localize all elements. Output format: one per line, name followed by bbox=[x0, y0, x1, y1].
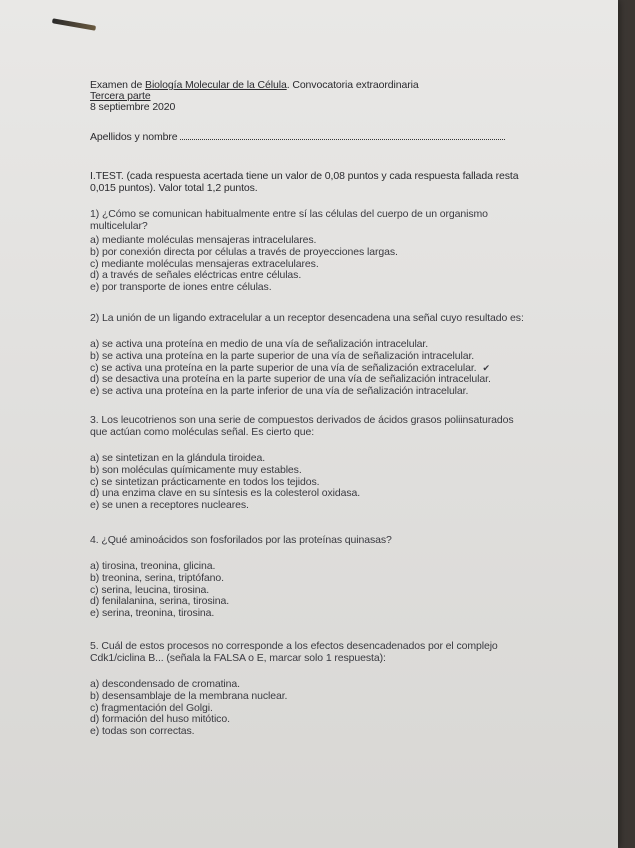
option-d: d) fenilalanina, serina, tirosina. bbox=[90, 595, 230, 608]
option-d: d) formación del huso mitótico. bbox=[90, 713, 230, 726]
option-a: a) mediante moléculas mensajeras intracelulares. bbox=[90, 234, 317, 246]
header-part: Tercera parte bbox=[90, 90, 151, 102]
option-c: c) serina, leucina, tirosina. bbox=[90, 583, 210, 596]
question-1-options bbox=[90, 235, 530, 294]
option-e: e) todas son correctas. bbox=[90, 725, 195, 738]
header-prefix: Examen de bbox=[90, 79, 146, 91]
option-b: b) desensamblaje de la membrana nuclear. bbox=[90, 689, 288, 702]
question-text: 3. Los leucotrienos son una serie de compuestos derivados de ácidos grasos poliinsaturados que actúan como moléculas señal. Es cierto que: bbox=[90, 414, 514, 438]
question-2 bbox=[90, 312, 530, 324]
option-c: c) se sintetizan prácticamente en todos los tejidos. bbox=[90, 475, 320, 488]
option-d: d) una enzima clave en su síntesis es la colesterol oxidasa. bbox=[90, 487, 361, 500]
option-e: e) serina, treonina, tirosina. bbox=[90, 607, 215, 620]
question-3 bbox=[90, 414, 530, 438]
option-c: c) mediante moléculas mensajeras extracelulares. bbox=[90, 257, 319, 270]
header-date: 8 septiembre 2020 bbox=[90, 101, 176, 113]
question-text: 1) ¿Cómo se comunican habitualmente entre sí las células del cuerpo de un organismo multicelular? bbox=[90, 208, 488, 232]
option-a: a) se activa una proteína en medio de una vía de señalización intracelular. bbox=[90, 338, 429, 350]
option-e: e) se activa una proteína en la parte inferior de una vía de señalización intracelular. bbox=[90, 385, 469, 398]
option-b: b) por conexión directa por células a través de proyecciones largas. bbox=[90, 245, 398, 258]
question-text: 2) La unión de un ligando extracelular a un receptor desencadena una señal cuyo resultado es: bbox=[90, 312, 524, 324]
option-d: d) a través de señales eléctricas entre células. bbox=[90, 269, 302, 282]
question-5-options bbox=[90, 679, 530, 738]
question-1 bbox=[90, 208, 530, 232]
exam-header bbox=[90, 80, 419, 113]
option-d: d) se desactiva una proteína en la parte superior de una vía de señalización intracelular. bbox=[90, 373, 491, 386]
question-5 bbox=[90, 640, 530, 664]
option-a: a) se sintetizan en la glándula tiroidea. bbox=[90, 452, 266, 464]
option-c: c) se activa una proteína en la parte superior de una vía de señalización extracelular. bbox=[90, 361, 477, 374]
question-2-options bbox=[90, 339, 530, 398]
question-text: 5. Cuál de estos procesos no corresponde a los efectos desencadenados por el complejo Cdk1/ciclina B... (señala la FALSA o E, marcar solo 1 respuesta): bbox=[90, 640, 498, 664]
intro-text: I.TEST. (cada respuesta acertada tiene un valor de 0,08 puntos y cada respuesta fallada resta 0,015 puntos). Valor total 1,2 puntos. bbox=[90, 170, 519, 194]
check-mark-icon: ✔ bbox=[482, 362, 490, 373]
name-label: Apellidos y nombre bbox=[90, 131, 178, 143]
test-intro bbox=[90, 170, 530, 194]
option-b: b) treonina, serina, triptófano. bbox=[90, 571, 224, 584]
question-4 bbox=[90, 534, 530, 546]
option-e: e) por transporte de iones entre células. bbox=[90, 281, 272, 294]
header-subject: Biología Molecular de la Célula bbox=[145, 79, 287, 91]
option-a: a) descondensado de cromatina. bbox=[90, 678, 240, 690]
name-blank-line bbox=[180, 131, 505, 140]
option-a: a) tirosina, treonina, glicina. bbox=[90, 560, 216, 572]
option-b: b) son moléculas químicamente muy estables. bbox=[90, 463, 302, 476]
question-text: 4. ¿Qué aminoácidos son fosforilados por las proteínas quinasas? bbox=[90, 534, 392, 546]
option-b: b) se activa una proteína en la parte superior de una vía de señalización intracelular. bbox=[90, 349, 475, 362]
question-4-options bbox=[90, 561, 530, 620]
header-suffix: . Convocatoria extraordinaria bbox=[286, 79, 419, 91]
name-field bbox=[90, 131, 505, 143]
option-c: c) fragmentación del Golgi. bbox=[90, 701, 213, 714]
question-3-options bbox=[90, 453, 530, 512]
option-e: e) se unen a receptores nucleares. bbox=[90, 499, 249, 512]
pencil-mark bbox=[52, 18, 96, 31]
